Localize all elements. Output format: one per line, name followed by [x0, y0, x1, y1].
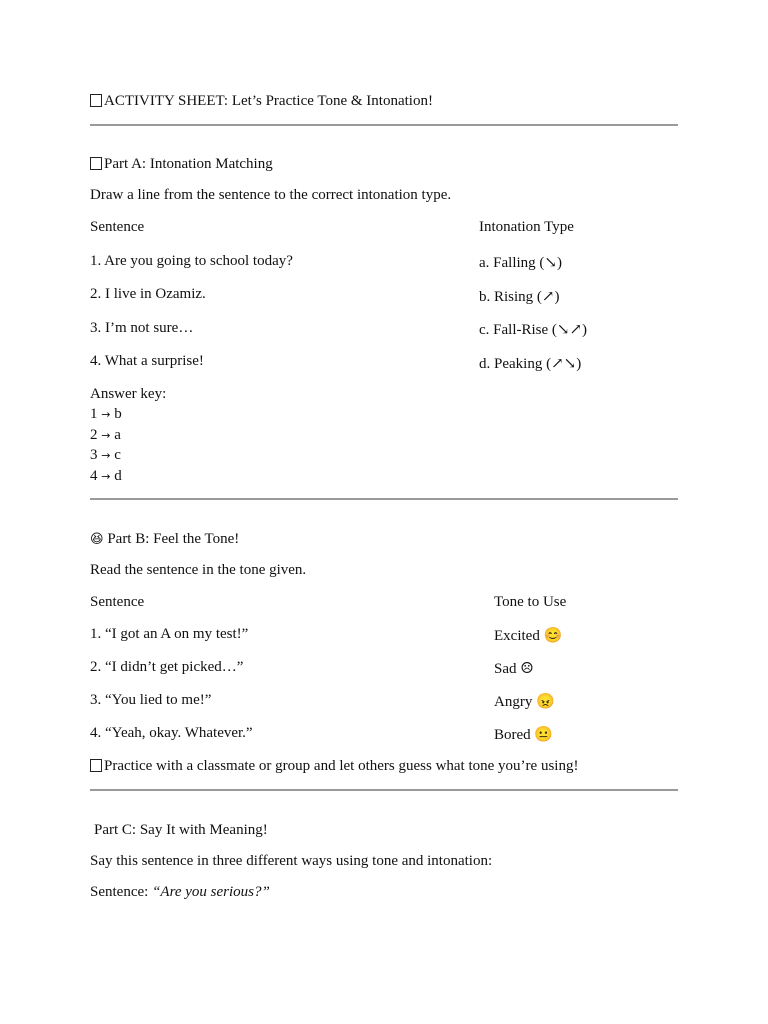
part-c-instruction: Say this sentence in three different ways using tone and intonation:	[90, 853, 493, 869]
answer-key-item: 1 → b	[90, 406, 122, 422]
part-a-type-1: a. Falling (↘)	[479, 255, 562, 271]
answer-key-item: 3 → c	[90, 447, 121, 463]
part-c-sentence-label: Sentence:	[90, 884, 153, 900]
answer-key-item: 4 → d	[90, 468, 122, 484]
part-b-sentence-1: 1. “I got an A on my test!”	[90, 626, 249, 642]
part-a-sentence-1: 1. Are you going to school today?	[90, 253, 293, 269]
part-a-type-4: d. Peaking (↗↘)	[479, 356, 582, 372]
part-a-col-type: Intonation Type	[479, 219, 574, 235]
part-b-col-sentence: Sentence	[90, 594, 145, 610]
divider	[90, 498, 678, 500]
part-a-sentence-2: 2. I live in Ozamiz.	[90, 286, 206, 302]
practice-note	[90, 758, 578, 775]
answer-key-item: 2 → a	[90, 427, 121, 443]
part-c-sentence-text: “Are you serious?”	[152, 884, 270, 900]
part-b-sentence-2: 2. “I didn’t get picked…”	[90, 659, 244, 675]
answer-key-label: Answer key:	[90, 386, 167, 402]
part-a-sentence-4: 4. What a surprise!	[90, 353, 204, 369]
part-b-tone-1: Excited 😊	[494, 628, 563, 644]
part-b-heading	[90, 531, 239, 548]
part-b-sentence-4: 4. “Yeah, okay. Whatever.”	[90, 725, 253, 741]
part-b-tone-2: Sad ☹	[494, 661, 534, 677]
part-a-heading-text: Part A: Intonation Matching	[104, 156, 273, 172]
part-a-col-sentence: Sentence	[90, 219, 145, 235]
divider	[90, 124, 678, 126]
practice-note-text: Practice with a classmate or group and let others guess what tone you’re using!	[104, 758, 579, 774]
part-c-heading: Part C: Say It with Meaning!	[94, 822, 268, 838]
part-a-type-3: c. Fall-Rise (↘↗)	[479, 322, 588, 338]
part-a-heading	[90, 156, 273, 173]
part-b-heading-text: Part B: Feel the Tone!	[107, 531, 240, 547]
part-a-type-2: b. Rising (↗)	[479, 289, 560, 305]
part-b-sentence-3: 3. “You lied to me!”	[90, 692, 212, 708]
missing-glyph-icon	[90, 759, 102, 772]
laughing-face-icon: 😆	[90, 532, 104, 547]
part-b-col-tone: Tone to Use	[494, 594, 567, 610]
sheet-title-text: ACTIVITY SHEET: Let’s Practice Tone & Intonation!	[104, 93, 433, 109]
part-b-tone-3: Angry 😠	[494, 694, 555, 710]
part-b-instruction: Read the sentence in the tone given.	[90, 562, 307, 578]
part-b-tone-4: Bored 😐	[494, 727, 554, 743]
part-c-sentence	[90, 884, 270, 901]
missing-glyph-icon	[90, 94, 102, 107]
missing-glyph-icon	[90, 157, 102, 170]
part-a-sentence-3: 3. I’m not sure…	[90, 320, 194, 336]
sheet-title	[90, 93, 433, 110]
divider	[90, 789, 678, 791]
part-a-instruction: Draw a line from the sentence to the correct intonation type.	[90, 187, 452, 203]
